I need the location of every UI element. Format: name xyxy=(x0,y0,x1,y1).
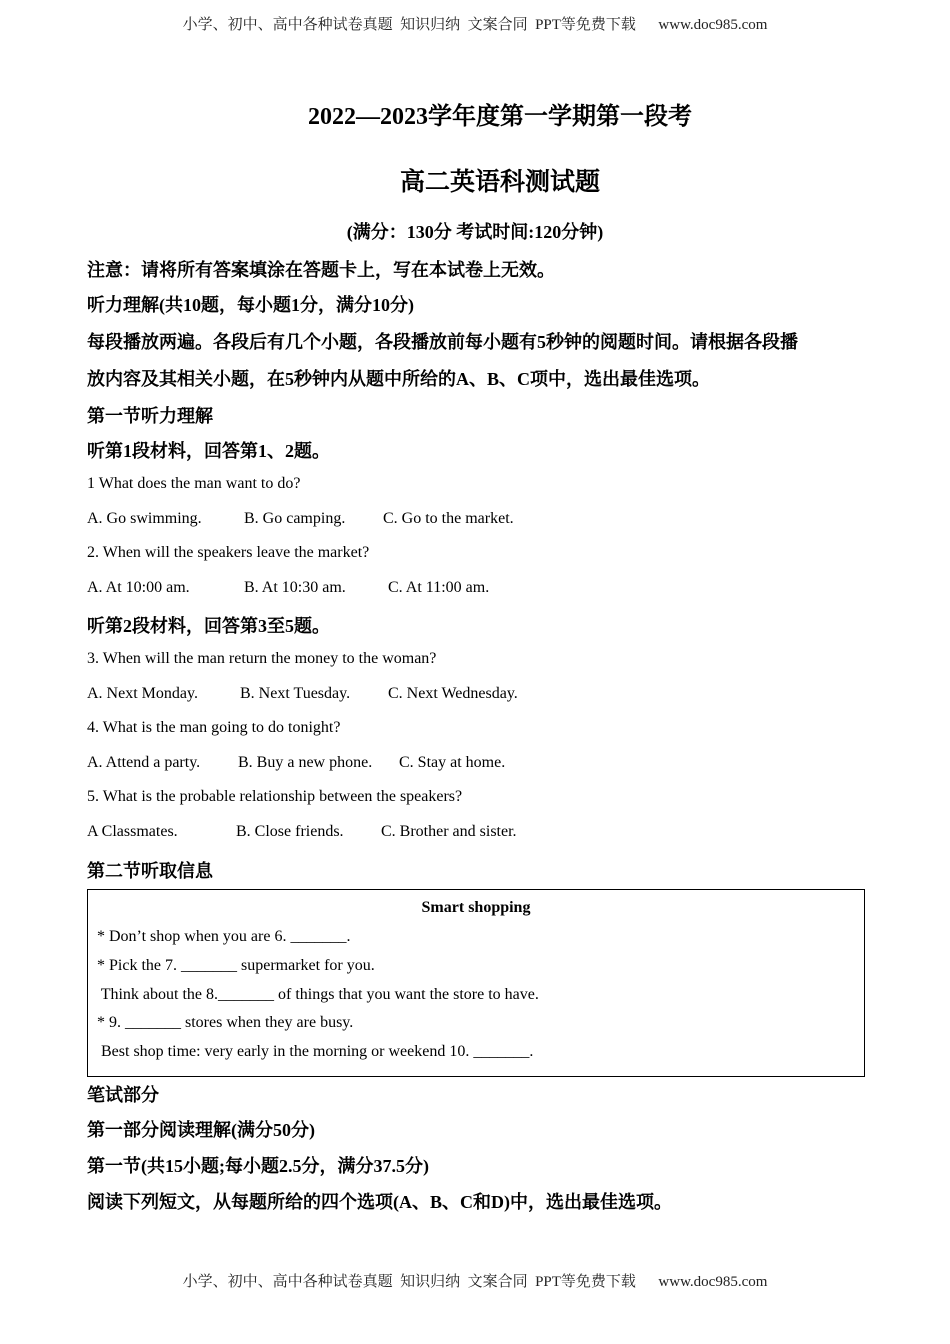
section-1-title: 第一节听力理解 xyxy=(87,406,213,426)
passage-2-instruction: 听第2段材料，回答第3至5题。 xyxy=(87,616,330,636)
passage-1-instruction: 听第1段材料，回答第1、2题。 xyxy=(87,441,330,461)
question-3-option-a: A. Next Monday. xyxy=(87,685,198,702)
question-1-option-b: B. Go camping. xyxy=(244,510,346,527)
box-line-10: Best shop time: very early in the morning or weekend 10. _______. xyxy=(97,1043,534,1060)
question-5-option-c: C. Brother and sister. xyxy=(381,823,517,840)
box-line-6: * Don’t shop when you are 6. _______. xyxy=(97,928,351,945)
question-3-option-b: B. Next Tuesday. xyxy=(240,685,351,702)
question-5-option-b: B. Close friends. xyxy=(236,823,344,840)
section-2-title: 第二节听取信息 xyxy=(87,861,213,881)
notice: 注意：请将所有答案填涂在答题卡上，写在本试卷上无效。 xyxy=(87,260,555,280)
exam-subtitle: 高二英语科测试题 xyxy=(399,169,600,196)
listening-instruction-line-2: 放内容及其相关小题，在5秒钟内从题中所给的A、B、C项中，选出最佳选项。 xyxy=(87,369,711,389)
page-header: 小学、初中、高中各种试卷真题 知识归纳 文案合同 PPT等免费下载 www.doc985.com xyxy=(182,17,768,33)
question-4-option-c: C. Stay at home. xyxy=(399,754,506,771)
question-3-option-c: C. Next Wednesday. xyxy=(388,685,518,702)
question-5: 5. What is the probable relationship between the speakers? xyxy=(87,788,463,805)
question-4: 4. What is the man going to do tonight? xyxy=(87,719,341,736)
part-1-title: 第一部分阅读理解(满分50分) xyxy=(87,1120,315,1140)
question-3: 3. When will the man return the money to the woman? xyxy=(87,650,437,667)
page-footer: 小学、初中、高中各种试卷真题 知识归纳 文案合同 PPT等免费下载 www.doc985.com xyxy=(182,1274,768,1290)
question-1-option-c: C. Go to the market. xyxy=(383,510,514,527)
listening-instruction-line-1: 每段播放两遍。各段后有几个小题，各段播放前每小题有5秒钟的阅题时间。请根据各段播 xyxy=(87,332,798,352)
box-title: Smart shopping xyxy=(421,899,531,916)
reading-section-1-title: 第一节(共15小题;每小题2.5分，满分37.5分) xyxy=(87,1156,429,1176)
question-2: 2. When will the speakers leave the market? xyxy=(87,544,370,561)
question-2-option-a: A. At 10:00 am. xyxy=(87,579,190,596)
question-2-option-c: C. At 11:00 am. xyxy=(388,579,490,596)
box-line-8: Think about the 8._______ of things that you want the store to have. xyxy=(97,986,539,1003)
smart-shopping-box xyxy=(87,889,865,1077)
question-4-option-a: A. Attend a party. xyxy=(87,754,201,771)
question-5-option-a: A Classmates. xyxy=(87,823,178,840)
question-2-option-b: B. At 10:30 am. xyxy=(244,579,346,596)
reading-instruction: 阅读下列短文，从每题所给的四个选项(A、B、C和D)中，选出最佳选项。 xyxy=(87,1192,672,1212)
box-line-9: * 9. _______ stores when they are busy. xyxy=(97,1014,354,1031)
question-4-option-b: B. Buy a new phone. xyxy=(238,754,373,771)
written-section-header: 笔试部分 xyxy=(87,1085,159,1105)
box-line-7: * Pick the 7. _______ supermarket for you. xyxy=(97,957,375,974)
score-line: (满分：130分 考试时间:120分钟) xyxy=(346,222,604,242)
exam-title: 2022—2023学年度第一学期第一段考 xyxy=(308,104,692,130)
listening-header: 听力理解(共10题，每小题1分，满分10分) xyxy=(87,295,414,315)
question-1-option-a: A. Go swimming. xyxy=(87,510,202,527)
question-1: 1 What does the man want to do? xyxy=(87,475,301,492)
